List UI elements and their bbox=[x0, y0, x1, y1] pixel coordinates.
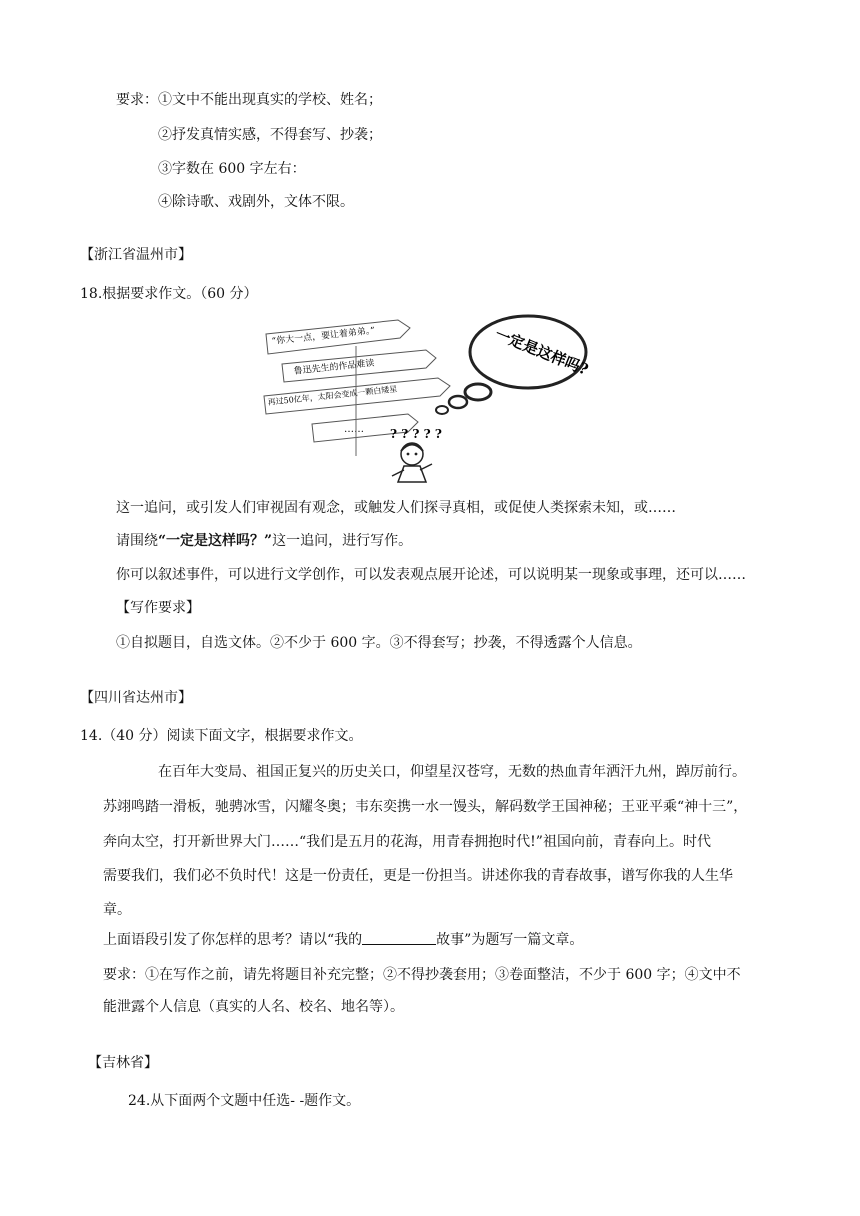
requirement-line-2: ②抒发真情实感，不得套写、抄袭； bbox=[158, 127, 382, 143]
prompt-prefix: 上面语段引发了你怎样的思考？请以“我的 bbox=[103, 932, 363, 948]
cartoon-illustration bbox=[258, 306, 598, 488]
wenzhou-paragraph-3: 你可以叙述事件，可以进行文学创作，可以发表观点展开论述，可以说明某一现象或事理，还可以…… bbox=[116, 567, 746, 583]
question-14: 14.（40 分）阅读下面文字，根据要求作文。 bbox=[80, 728, 363, 744]
dazhou-body-line-2: 苏翊鸣踏一滑板，驰骋冰雪，闪耀冬奥；韦东奕携一水一馒头，解码数学王国神秘；王亚平乘“神十三”， bbox=[103, 799, 748, 815]
dazhou-prompt bbox=[103, 930, 583, 950]
writing-requirements-text: ①自拟题目，自选文体。②不少于 600 字。③不得套写；抄袭，不得透露个人信息。 bbox=[116, 635, 642, 651]
question-18: 18.根据要求作文。（60 分） bbox=[80, 286, 258, 302]
dazhou-body-line-4: 需要我们，我们必不负时代！这是一份责任，更是一份担当。讲述你我的青春故事，谱写你我的人生华 bbox=[103, 868, 733, 884]
region-heading-dazhou: 【四川省达州市】 bbox=[80, 690, 192, 706]
prompt-suffix: 故事”为题写一篇文章。 bbox=[436, 932, 584, 948]
sign-text-4: …… bbox=[344, 424, 364, 435]
question-marks: ? ? ? ? ? bbox=[390, 427, 442, 441]
dazhou-requirements-1: 要求：①在写作之前，请先将题目补充完整；②不得抄袭套用；③卷面整洁，不少于 600 字；④文中不 bbox=[103, 967, 741, 983]
bubble-dot-1 bbox=[465, 384, 491, 400]
writing-requirements-title: 【写作要求】 bbox=[116, 600, 200, 616]
sign-board-1 bbox=[266, 320, 410, 354]
wenzhou-paragraph-1: 这一追问，或引发人们审视固有观念，或触发人们探寻真相，或促使人类探索未知，或…… bbox=[116, 500, 676, 516]
bubble-dot-3 bbox=[436, 406, 448, 414]
p2-prefix: 请围绕 bbox=[116, 533, 158, 549]
sign-text-1: “你大一点，要让着弟弟。” bbox=[271, 326, 376, 347]
bubble-dot-2 bbox=[449, 396, 467, 408]
region-heading-jilin: 【吉林省】 bbox=[88, 1055, 158, 1071]
dazhou-body-line-5: 章。 bbox=[103, 902, 131, 918]
dazhou-body-line-1: 在百年大变局、祖国正复兴的历史关口，仰望星汉苍穹，无数的热血青年洒汗九州，踔厉前行。 bbox=[158, 764, 746, 780]
question-24: 24.从下面两个文题中任选- -题作文。 bbox=[128, 1093, 361, 1109]
p2-emphasis: “一定是这样吗？” bbox=[158, 533, 273, 549]
requirement-line-3: ③字数在 600 字左右： bbox=[158, 161, 306, 177]
child-figure bbox=[392, 443, 432, 482]
wenzhou-paragraph-2 bbox=[116, 531, 412, 551]
dazhou-body-line-3: 奔向太空，打开新世界大门……“我们是五月的花海，用青春拥抱时代!”祖国向前，青春向上。时代 bbox=[103, 834, 711, 850]
dazhou-requirements-2: 能泄露个人信息（真实的人名、校名、地名等）。 bbox=[103, 999, 404, 1015]
prompt-blank bbox=[362, 931, 436, 945]
sign-board-2 bbox=[282, 350, 436, 382]
p2-suffix: 这一追问，进行写作。 bbox=[272, 533, 413, 549]
sign-board-3 bbox=[264, 378, 450, 414]
sign-text-3: 再过50亿年，太阳会变成一颗白矮星 bbox=[267, 384, 398, 407]
bubble-text: 一定是这样吗? bbox=[492, 325, 591, 379]
requirement-line-4: ④除诗歌、戏剧外，文体不限。 bbox=[158, 194, 354, 210]
region-heading-wenzhou: 【浙江省温州市】 bbox=[80, 247, 192, 263]
sign-text-2: 鲁迅先生的作品难读 bbox=[293, 358, 375, 377]
requirement-line-1: 要求：①文中不能出现真实的学校、姓名； bbox=[116, 92, 382, 108]
